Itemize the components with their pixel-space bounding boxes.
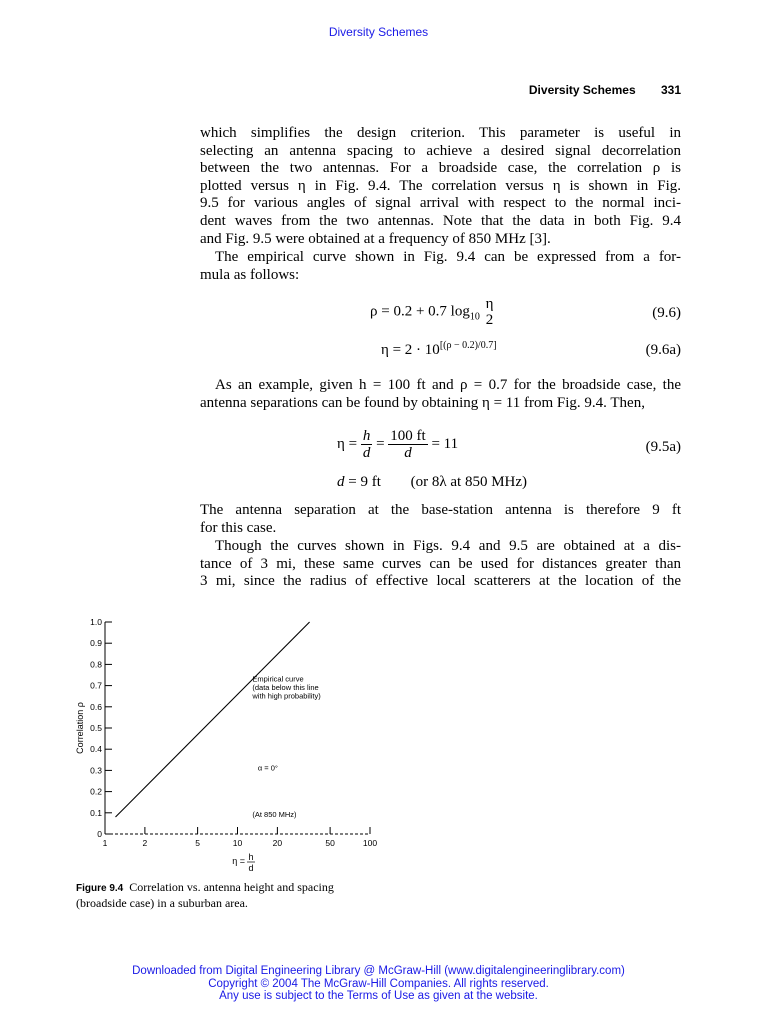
x-tick-label: 50	[325, 838, 335, 848]
y-tick-label: 0.8	[90, 659, 102, 670]
y-ticks	[90, 617, 112, 839]
eq-numerator: η	[485, 296, 494, 312]
text-line: plotted versus η in Fig. 9.4. The correlation versus η is shown in Fig.	[200, 177, 681, 194]
text-line: The empirical curve shown in Fig. 9.4 can be expressed from a for-	[215, 249, 681, 265]
text-line: tance of 3 mi, these same curves can be used for distances greater than	[200, 555, 681, 572]
eq-denominator: 2	[485, 312, 494, 328]
chart-annotation: Empirical curve	[252, 674, 304, 684]
eq-note: (or 8λ at 850 MHz)	[410, 474, 528, 490]
x-axis-label	[232, 852, 255, 873]
text-line: for this case.	[200, 519, 277, 536]
footer-copyright: Copyright © 2004 The McGraw-Hill Companies. All rights reserved.	[208, 977, 549, 990]
text-line: which simplifies the design criterion. This parameter is useful in	[200, 125, 681, 141]
eq-sup: [(ρ − 0.2)/0.7]	[439, 340, 497, 351]
chart-annotations	[251, 674, 321, 819]
footer	[0, 965, 757, 1003]
running-head	[200, 83, 681, 97]
paragraph-5	[200, 538, 681, 591]
page-number: 331	[660, 83, 681, 97]
text-line: Though the curves shown in Figs. 9.4 and 9.5 are obtained at a dis-	[215, 538, 681, 554]
caption-line-1: Correlation vs. antenna height and spacing	[129, 880, 334, 894]
equation-9-6a	[381, 340, 497, 359]
footer-download-link[interactable]: Downloaded from Digital Engineering Library @ McGraw-Hill (www.digitalengineeringlibrary.com)	[132, 965, 625, 977]
y-tick-label: 0.2	[90, 786, 102, 797]
running-title: Diversity Schemes	[528, 83, 636, 97]
eq-sign: =	[376, 435, 385, 452]
eq-fraction	[388, 428, 427, 461]
equation-number: (9.6)	[652, 305, 681, 321]
x-axis-label-lhs: η =	[232, 856, 245, 866]
chart-annotation: α = 0°	[257, 763, 278, 773]
eq-lhs: η = 2 · 10	[381, 342, 440, 358]
x-tick-label: 2	[142, 838, 148, 848]
eq-lhs: ρ = 0.2 + 0.7 log	[370, 303, 470, 320]
eq-rhs: = 11	[431, 435, 459, 452]
chart-annotation: with high probability)	[252, 691, 321, 701]
y-tick-label: 0.4	[90, 744, 102, 755]
equation-9-5a	[337, 428, 458, 461]
chart-annotation: (At 850 MHz)	[252, 810, 297, 820]
figure-label: Figure 9.4	[76, 883, 124, 894]
equation-number: (9.5a)	[645, 439, 681, 455]
equation-d	[337, 474, 527, 491]
text-line: antenna separations can be found by obtaining η = 11 from Fig. 9.4. Then,	[200, 394, 645, 411]
y-tick-label: 0.6	[90, 701, 102, 712]
paragraph-1	[200, 125, 681, 248]
eq-lhs: d	[337, 474, 345, 490]
eq-sub: 10	[469, 311, 480, 323]
text-line: 3 mi, since the radius of effective local scatterers at the location of the	[200, 573, 681, 590]
text-line: dent waves from the two antennas. Note that the data in both Fig. 9.4	[200, 212, 681, 229]
eq-fraction	[484, 296, 496, 328]
paragraph-3	[200, 377, 681, 412]
y-tick-label: 0.5	[90, 723, 102, 733]
y-tick-label: 0.9	[90, 638, 102, 649]
text-line: selecting an antenna spacing to achieve a desired signal decorrelation	[200, 142, 681, 159]
top-title-link[interactable]: Diversity Schemes	[328, 25, 429, 39]
correlation-chart	[70, 612, 390, 882]
y-tick-label: 0.7	[90, 680, 102, 691]
eq-numerator: 100 ft	[390, 428, 426, 444]
x-tick-label: 10	[232, 838, 243, 848]
figure-9-4	[70, 612, 390, 882]
equation-number: (9.6a)	[645, 342, 681, 358]
eq-fraction	[361, 428, 373, 461]
footer-terms-link[interactable]: Any use is subject to the Terms of Use as given at the website.	[219, 990, 538, 1002]
empirical-curve-line	[115, 622, 309, 820]
eq-denominator: d	[362, 445, 371, 461]
y-tick-label: 0.1	[90, 807, 102, 818]
text-line: between the two antennas. For a broadside case, the correlation ρ is	[200, 160, 681, 177]
text-line: 9.5 for various angles of signal arrival with respect to the normal inci-	[200, 195, 681, 212]
chart-series	[115, 622, 309, 820]
eq-numerator: h	[362, 428, 371, 444]
text-line: As an example, given h = 100 ft and ρ = 0.7 for the broadside case, the	[215, 377, 681, 393]
x-axis-label-numerator: h	[248, 852, 254, 862]
text-line: mula as follows:	[200, 266, 300, 283]
eq-lhs: η =	[337, 435, 358, 452]
eq-rhs: = 9 ft	[348, 474, 381, 490]
equation-9-6	[370, 296, 495, 328]
x-tick-label: 1	[102, 838, 108, 848]
x-axis-label-denominator: d	[248, 863, 254, 873]
chart-annotation: (data below this line	[252, 682, 319, 692]
y-axis-label: Correlation ρ	[75, 702, 85, 754]
paragraph-4	[200, 502, 681, 537]
figure-caption	[76, 880, 386, 911]
x-tick-label: 20	[272, 838, 283, 848]
x-tick-label: 100	[362, 838, 378, 848]
eq-denominator: d	[404, 445, 412, 461]
text-line: The antenna separation at the base-station antenna is therefore 9 ft	[200, 502, 681, 518]
y-tick-label: 1.0	[90, 617, 102, 627]
x-ticks	[103, 827, 378, 848]
paragraph-2	[200, 249, 681, 284]
y-tick-label: 0	[97, 829, 102, 839]
text-line: and Fig. 9.5 were obtained at a frequency of 850 MHz [3].	[200, 230, 551, 247]
chart-axes	[105, 622, 370, 834]
caption-line-2: (broadside case) in a suburban area.	[76, 896, 248, 910]
y-tick-label: 0.3	[90, 765, 102, 776]
x-tick-label: 5	[195, 838, 200, 848]
